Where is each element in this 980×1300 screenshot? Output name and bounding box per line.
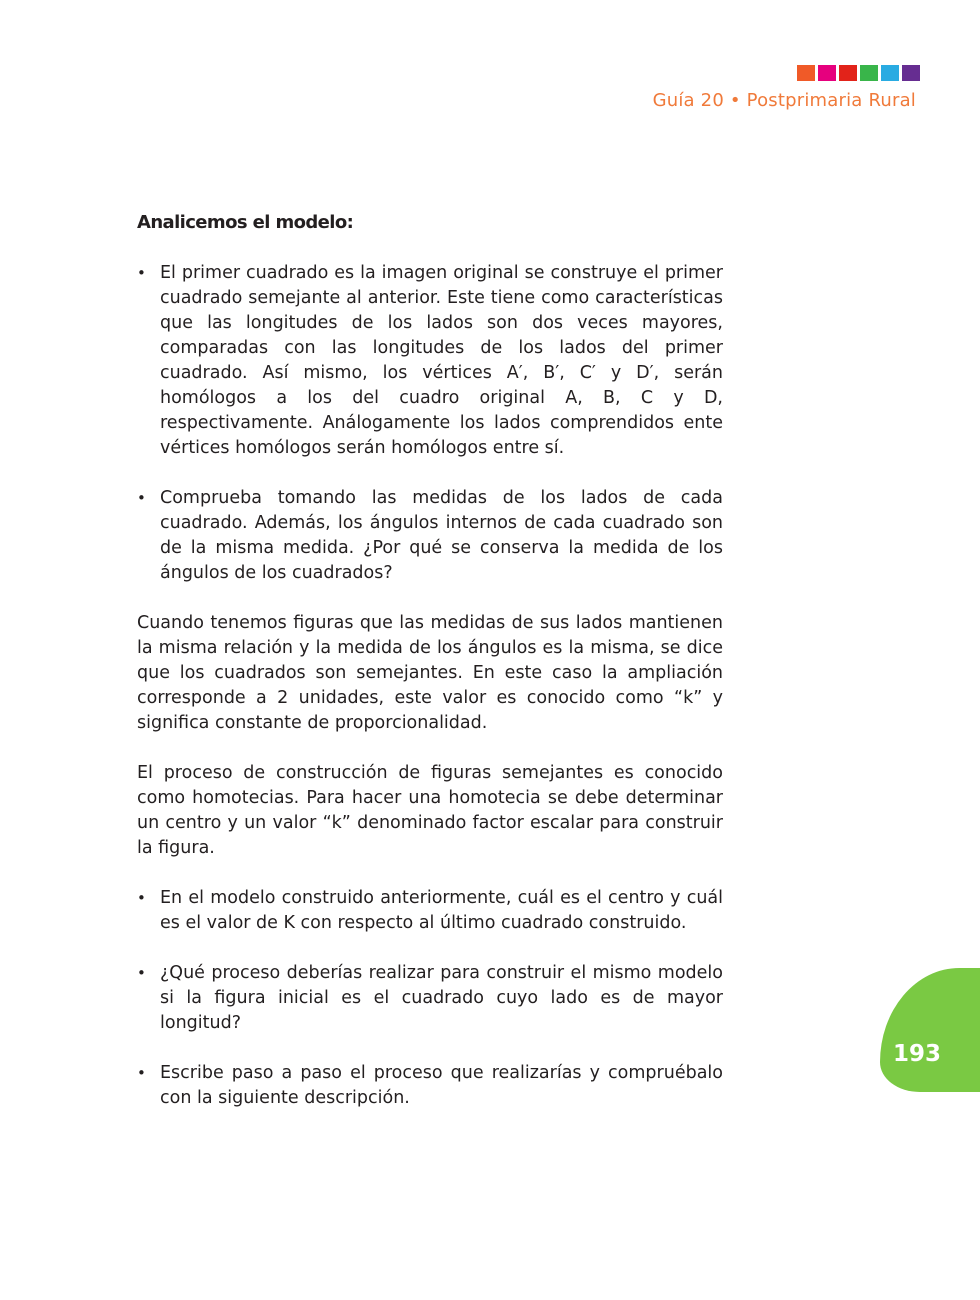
bullet-item: • Escribe paso a paso el proceso que realizarías y compruébalo con la siguiente descripción. (137, 1061, 723, 1111)
bullet-item: • En el modelo construido anteriormente, cuál es el centro y cuál es el valor de K con respecto al último cuadrado construido. (137, 886, 723, 936)
color-square-orange (797, 65, 815, 81)
color-square-red (839, 65, 857, 81)
bullet-list-2 (137, 886, 723, 1111)
paragraph-homotecias: El proceso de construcción de figuras semejantes es conocido como homotecias. Para hacer una homotecia se debe determinar un centro y un valor “k” denominado factor escalar para construir la figura. (137, 763, 723, 858)
paragraph-similar-figures: Cuando tenemos figuras que las medidas de sus lados mantienen la misma relación y la medida de los ángulos es la misma, se dice que los cuadrados son semejantes. En este caso la ampliación corresponde a 2 unidades, este valor es conocido como “k” y significa constante de proporcionalidad. (137, 613, 723, 733)
color-square-green (860, 65, 878, 81)
section-heading: Analicemos el modelo: (137, 212, 354, 233)
bullet-list-1 (137, 261, 723, 586)
bullet-item: • ¿Qué proceso deberías realizar para construir el mismo modelo si la figura inicial es el cuadrado cuyo lado es de mayor longitud? (137, 961, 723, 1036)
color-square-cyan (881, 65, 899, 81)
page-number-tab (880, 968, 980, 1092)
page-content (137, 210, 723, 1111)
header-title: Guía 20 • Postprimaria Rural (652, 90, 916, 111)
header-color-squares (797, 65, 920, 81)
color-square-purple (902, 65, 920, 81)
color-square-magenta (818, 65, 836, 81)
page-number: 193 (893, 1041, 942, 1067)
bullet-item: • El primer cuadrado es la imagen original se construye el primer cuadrado semejante al anterior. Este tiene como características que las longitudes de los lados son dos veces mayores, comparadas con las longitudes de los lados del primer cuadrado. Así mismo, los vértices A′, B′, C′ y D′, serán homólogos a los del cuadro original A, B, C y D, respectivamente. Análogamente los lados comprendidos ente vértices homólogos serán homólogos entre sí. (137, 261, 723, 461)
bullet-item: • Comprueba tomando las medidas de los lados de cada cuadrado. Además, los ángulos internos de cada cuadrado son de la misma medida. ¿Por qué se conserva la medida de los ángulos de los cuadrados? (137, 486, 723, 586)
